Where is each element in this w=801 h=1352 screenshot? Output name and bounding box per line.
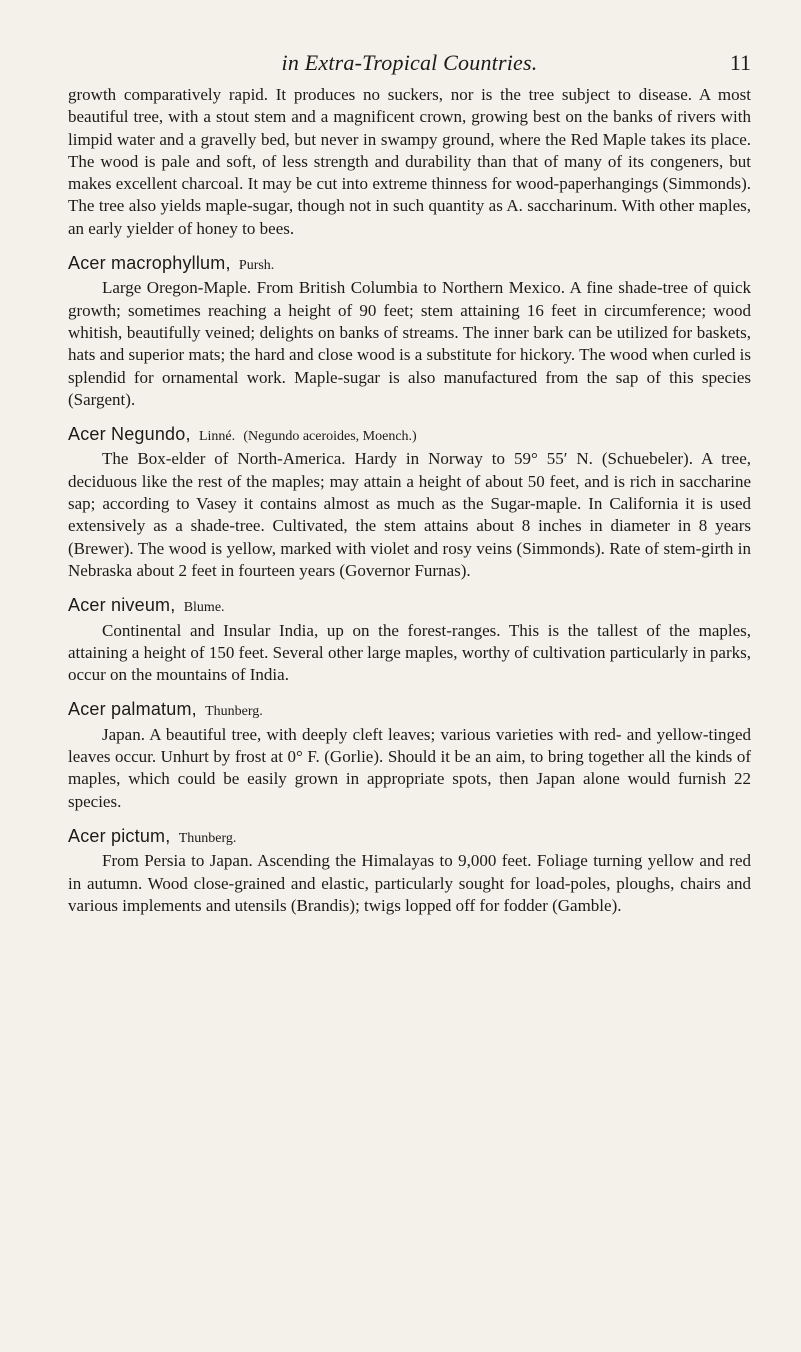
species-name: Acer macrophyllum, bbox=[68, 253, 231, 274]
body-text bbox=[68, 84, 751, 917]
species-authority: Linné. bbox=[198, 429, 236, 445]
continuation-paragraph: growth comparatively rapid. It produces no suckers, nor is the tree subject to disease. A most beautiful tree, with a stout stem and a magnificent crown, growing best on the banks of rivers with limpid water and a gravelly bed, but never in swampy ground, where the Red Maple takes its place. The wood is pale and soft, of less strength and durability than that of many of its congeners, but makes excellent charcoal. It may be cut into extreme thinness for wood-paperhangings (Simmonds). The tree also yields maple-sugar, though not in such quantity as A. saccharinum. With other maples, an early yielder of honey to bees. bbox=[68, 85, 751, 238]
species-authority: Blume. bbox=[183, 600, 225, 616]
entry-heading bbox=[68, 252, 751, 277]
entry-heading bbox=[68, 698, 751, 723]
species-name: Acer palmatum, bbox=[68, 699, 197, 720]
running-head bbox=[68, 50, 751, 84]
running-title: in Extra-Tropical Countries. bbox=[281, 50, 538, 75]
species-name: Acer pictum, bbox=[68, 825, 171, 846]
species-authority: Thunberg. bbox=[205, 704, 263, 720]
species-name: Acer niveum, bbox=[68, 595, 176, 616]
species-synonym: (Negundo aceroides, Moench.) bbox=[243, 429, 417, 445]
species-authority: Thunberg. bbox=[178, 830, 237, 846]
species-entry-palmatum bbox=[68, 698, 751, 812]
entry-description: Large Oregon-Maple. From British Columbia to Northern Mexico. A fine shade-tree of quick growth; sometimes reaching a height of 90 feet; stem attaining 16 feet in circumference; wood whitish, beautifully veined; delights on banks of streams. The inner bark can be utilized for baskets, hats and superior mats; the hard and close wood is a substitute for hickory. The wood when curled is splendid for ornamental work. Maple-sugar is also manufactured from the sap of this species (Sargent). bbox=[68, 278, 751, 409]
entry-heading bbox=[68, 594, 751, 619]
entry-heading bbox=[68, 423, 751, 448]
species-authority: Pursh. bbox=[238, 258, 275, 274]
entry-description: From Persia to Japan. Ascending the Himalayas to 9,000 feet. Foliage turning yellow and red in autumn. Wood close-grained and elastic, particularly sought for load-poles, ploughs, chairs and various implements and utensils (Brandis); twigs lopped off for fodder (Gamble). bbox=[68, 851, 751, 915]
species-entry-negundo bbox=[68, 423, 751, 582]
entry-description: Japan. A beautiful tree, with deeply cleft leaves; various varieties with red- and yellow-tinged leaves occur. Unhurt by frost at 0° F. (Gorlie). Should it be an aim, to bring together all the kinds of maples, which could be easily grown in appropriate spots, then Japan alone would furnish 22 species. bbox=[68, 724, 751, 811]
entry-heading bbox=[68, 825, 751, 850]
species-entry-niveum bbox=[68, 594, 751, 686]
species-name: Acer Negundo, bbox=[68, 424, 191, 445]
page-number: 11 bbox=[729, 50, 751, 75]
entry-description: The Box-elder of North-America. Hardy in Norway to 59° 55′ N. (Schuebeler). A tree, deciduous like the rest of the maples; may attain a height of about 50 feet, and is rich in saccharine sap; according to Vasey it contains almost as much as the Sugar-maple. In California it is used extensively as a shade-tree. Cultivated, the stem attains about 8 inches in diameter in 8 years (Brewer). The wood is yellow, marked with violet and rosy veins (Simmonds). Rate of stem-girth in Nebraska about 2 feet in fourteen years (Governor Furnas). bbox=[68, 449, 751, 580]
species-entry-pictum bbox=[68, 825, 751, 917]
species-entry-macrophyllum bbox=[68, 252, 751, 411]
entry-description: Continental and Insular India, up on the forest-ranges. This is the tallest of the maples, attaining a height of 150 feet. Several other large maples, worthy of cultivation particularly in parks, occur on the mountains of India. bbox=[68, 620, 751, 685]
